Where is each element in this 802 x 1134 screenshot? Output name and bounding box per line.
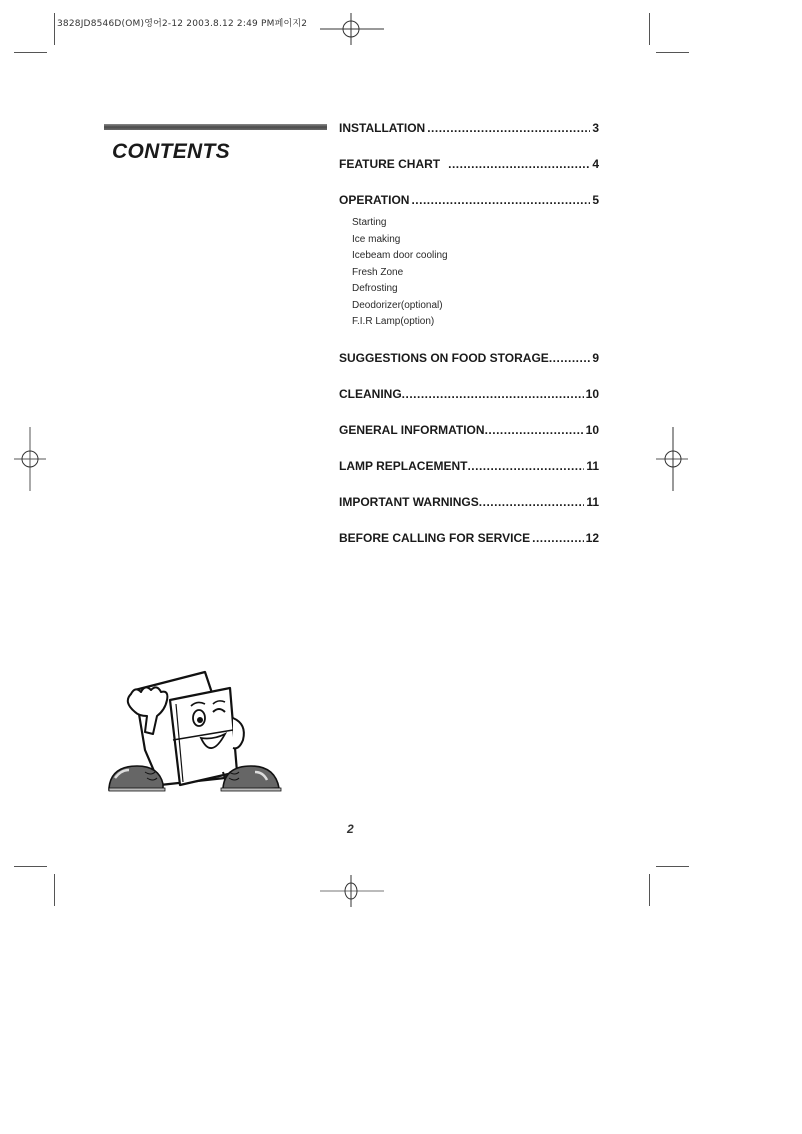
toc-entry-page: 5 [592,193,599,207]
toc-entry-page: 10 [585,422,599,437]
toc-entry-before-calling-service[interactable] [339,531,599,549]
print-slug: 3828JD8546D(OM)영어2-12 2003.8.12 2:49 PM페이지2 [57,19,308,29]
toc-entry-label: CLEANING [339,386,402,401]
crop-mark-bottom-left-horizontal [14,866,47,867]
toc-entry-label: SUGGESTIONS ON FOOD STORAGE [339,350,549,365]
registration-mark-top-icon [318,12,384,46]
toc-entry-label: IMPORTANT WARNINGS [339,494,479,509]
dot-leader [427,121,590,135]
toc-entry-operation[interactable] [339,193,599,211]
toc-entry-label: BEFORE CALLING FOR SERVICE [339,530,531,545]
subtopic-fir-lamp[interactable]: F.I.R Lamp(option) [352,316,435,327]
operation-subtopics [352,215,599,331]
toc-entry-label: OPERATION [339,193,410,207]
registration-mark-right-icon [656,426,690,492]
registration-mark-bottom-icon [318,874,384,908]
page-title: CONTENTS [112,140,230,163]
dot-leader [532,531,584,545]
subtopic-starting[interactable]: Starting [352,217,387,228]
toc-entry-page: 9 [592,350,599,365]
toc-entry-page: 11 [586,458,599,473]
subtopic-icebeam-door-cooling[interactable]: Icebeam door cooling [352,250,448,261]
toc-entry-general-information[interactable] [339,423,599,441]
crop-mark-bottom-left-vertical [54,874,55,906]
subtopic-ice-making[interactable]: Ice making [352,233,401,245]
crop-mark-top-right-horizontal [656,52,689,53]
subtopic-fresh-zone[interactable]: Fresh Zone [352,266,404,278]
toc-entry-important-warnings[interactable] [339,495,599,513]
subtopic-deodorizer[interactable]: Deodorizer(optional) [352,299,443,311]
crop-mark-bottom-right-vertical [649,874,650,906]
header-rule [104,124,327,130]
toc-entry-installation[interactable] [339,121,599,139]
dot-leader [485,423,584,437]
dot-leader [549,351,591,365]
toc-entry-label: GENERAL INFORMATION [339,422,485,437]
dot-leader [467,459,584,473]
dot-leader [402,387,584,401]
toc-entry-label: FEATURE CHART [339,157,441,171]
table-of-contents [339,121,599,549]
toc-entry-food-storage[interactable] [339,351,599,369]
toc-entry-page: 4 [592,157,599,171]
crop-mark-top-right-vertical [649,13,650,45]
toc-entry-label: LAMP REPLACEMENT [339,458,468,473]
page-number: 2 [347,822,354,836]
dot-leader [411,193,590,207]
toc-entry-page: 11 [586,494,599,509]
refrigerator-mascot-icon [105,660,285,800]
toc-entry-feature-chart[interactable] [339,157,599,175]
subtopic-defrosting[interactable]: Defrosting [352,283,398,294]
crop-mark-bottom-right-horizontal [656,866,689,867]
toc-entry-page: 10 [585,386,599,401]
toc-entry-lamp-replacement[interactable] [339,459,599,477]
toc-entry-label: INSTALLATION [339,121,426,135]
crop-mark-top-left-vertical [54,13,55,45]
toc-entry-cleaning[interactable] [339,387,599,405]
toc-entry-page: 12 [585,530,599,545]
crop-mark-top-left-horizontal [14,52,47,53]
toc-entry-page: 3 [592,121,599,135]
dot-leader [448,157,590,171]
dot-leader [479,495,585,509]
registration-mark-left-icon [12,426,46,492]
